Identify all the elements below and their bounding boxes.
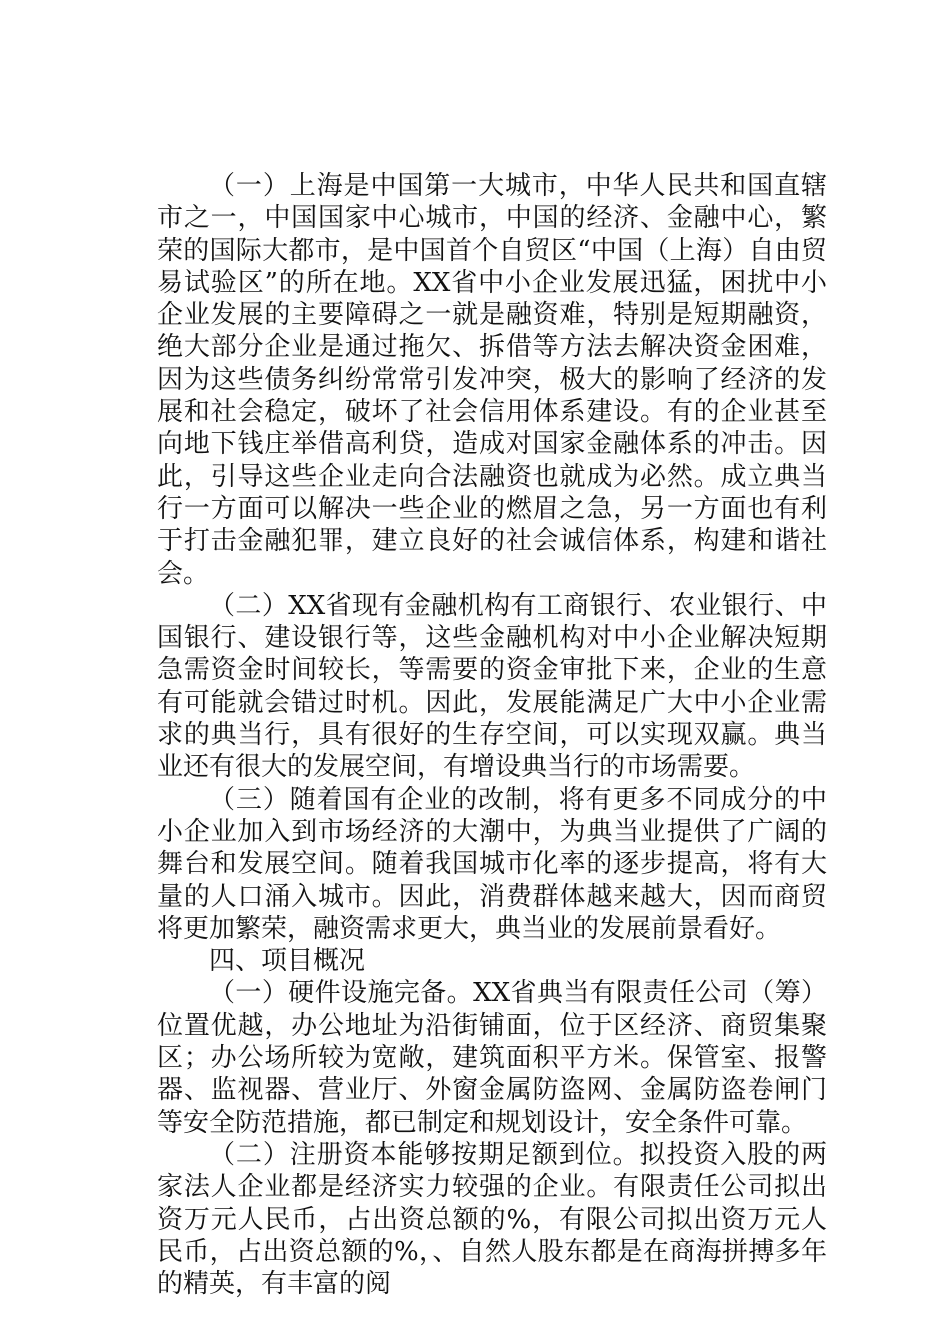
paragraph-background-shanghai: （一）上海是中国第一大城市，中华人民共和国直辖市之一，中国国家中心城市，中国的经济、金融中心，繁荣的国际大都市，是中国首个自贸区“中国（上海）自由贸易试验区”的所在地。XX省中小企业发展迅猛，困扰中小企业发展的主要障碍之一就是融资难，特别是短期融资，绝大部分企业是通过拖欠、拆借等方法去解决资金困难，因为这些债务纠纷常常引发冲突，极大的影响了经济的发展和社会稳定，破坏了社会信用体系建设。有的企业甚至向地下钱庄举借高利贷，造成对国家金融体系的冲击。因此，引导这些企业走向合法融资也就成为必然。成立典当行一方面可以解决一些企业的燃眉之急，另一方面也有利于打击金融犯罪，建立良好的社会诚信体系，构建和谐社会。 [157, 171, 827, 589]
document-body [157, 170, 827, 1300]
paragraph-registered-capital: （二）注册资本能够按期足额到位。拟投资入股的两家法人企业都是经济实力较强的企业。有限责任公司拟出资万元人民币，占出资总额的%，有限公司拟出资万元人民币，占出资总额的%，、自然人股东都是在商海拼搏多年的精英，有丰富的阅 [157, 1139, 827, 1300]
paragraph-existing-banks: （二）XX省现有金融机构有工商银行、农业银行、中国银行、建设银行等，这些金融机构对中小企业解决短期急需资金时间较长，等需要的资金审批下来，企业的生意有可能就会错过时机。因此，发展能满足广大中小企业需求的典当行，具有很好的生存空间，可以实现双赢。典当业还有很大的发展空间，有增设典当行的市场需要。 [157, 590, 827, 783]
paragraph-market-outlook: （三）随着国有企业的改制，将有更多不同成分的中小企业加入到市场经济的大潮中，为典当业提供了广阔的舞台和发展空间。随着我国城市化率的逐步提高，将有大量的人口涌入城市。因此，消费群体越来越大，因而商贸将更加繁荣，融资需求更大，典当业的发展前景看好。 [157, 784, 827, 944]
paragraph-hardware-facilities: （一）硬件设施完备。XX省典当有限责任公司（筹）位置优越，办公地址为沿街铺面，位于区经济、商贸集聚区；办公场所较为宽敞，建筑面积平方米。保管室、报警器、监视器、营业厅、外窗金属防盗网、金属防盗卷闸门等安全防范措施，都已制定和规划设计，安全条件可靠。 [157, 978, 827, 1138]
section-heading-project-overview: 四、项目概况 [209, 946, 366, 977]
